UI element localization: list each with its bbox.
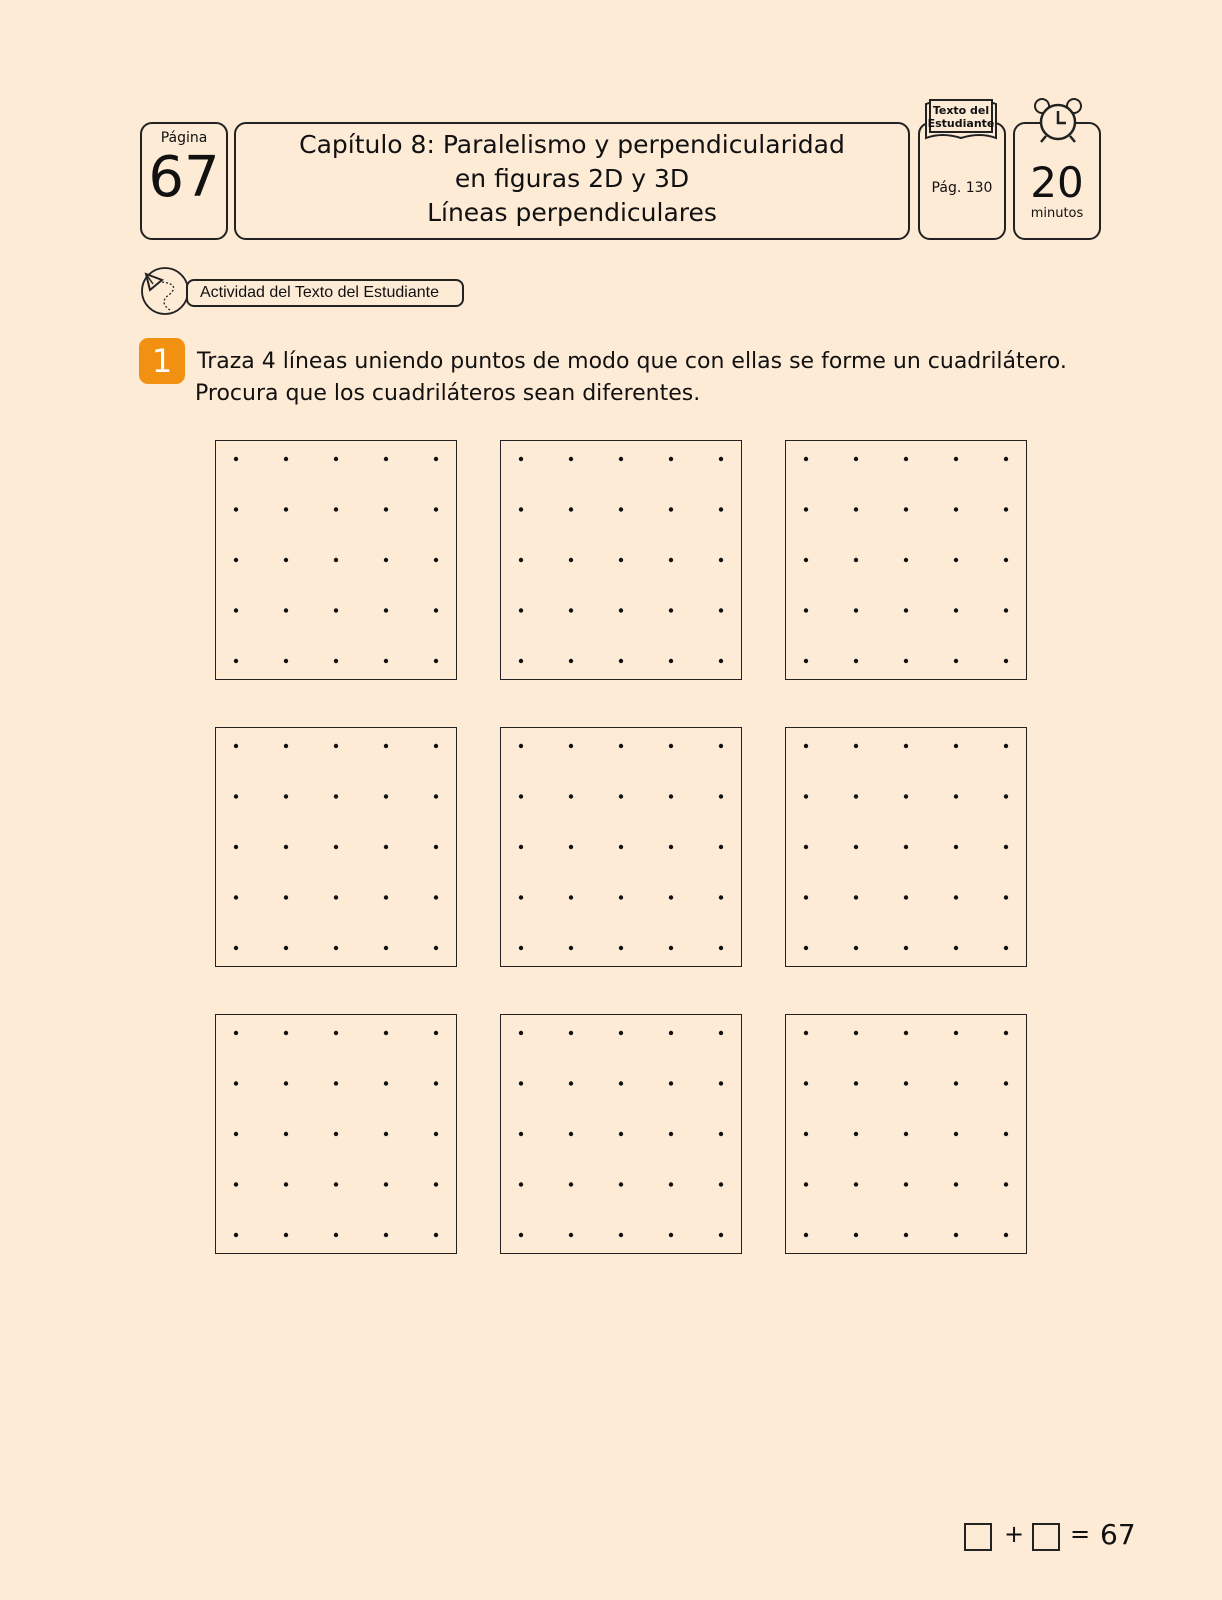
grid-dot	[904, 558, 908, 562]
grid-dot	[619, 608, 623, 612]
grid-dot	[384, 1031, 388, 1035]
dot-grid-svg	[501, 728, 741, 966]
grid-dot	[804, 457, 808, 461]
page-number: 67	[148, 145, 220, 210]
grid-dot	[904, 1132, 908, 1136]
grid-dot	[334, 1233, 338, 1237]
grid-dot	[854, 794, 858, 798]
grid-dot	[619, 558, 623, 562]
grid-dot	[569, 845, 573, 849]
grid-dot	[569, 1182, 573, 1186]
grid-dot	[234, 507, 238, 511]
grid-dot	[234, 794, 238, 798]
page-label: Página	[160, 130, 208, 146]
grid-dot	[904, 1081, 908, 1085]
grid-dot	[619, 1132, 623, 1136]
grid-dot	[804, 1132, 808, 1136]
open-book-icon	[922, 94, 1000, 142]
grid-dot	[284, 558, 288, 562]
grid-dot	[434, 1132, 438, 1136]
question-text	[197, 346, 1067, 410]
grid-dot	[619, 507, 623, 511]
chapter-title-line-2: en figuras 2D y 3D	[454, 164, 690, 193]
dot-grid[interactable]	[500, 727, 742, 967]
grid-dot	[954, 845, 958, 849]
grid-dot	[1004, 744, 1008, 748]
grid-dot	[904, 895, 908, 899]
grid-dot	[719, 895, 723, 899]
grid-dot	[804, 507, 808, 511]
activity-label: Actividad del Texto del Estudiante	[186, 279, 464, 307]
grid-dot	[234, 845, 238, 849]
grid-dot	[619, 895, 623, 899]
grid-dot	[904, 946, 908, 950]
grid-dot	[904, 794, 908, 798]
grid-dot	[854, 558, 858, 562]
grid-dot	[1004, 946, 1008, 950]
grid-dot	[234, 1233, 238, 1237]
dot-grid[interactable]	[785, 440, 1027, 680]
dot-grid[interactable]	[215, 440, 457, 680]
dot-grid-svg	[501, 1015, 741, 1253]
grid-dot	[569, 457, 573, 461]
grid-dot	[719, 457, 723, 461]
dot-grid-svg	[216, 1015, 456, 1253]
grid-dot	[804, 845, 808, 849]
grid-dot	[954, 659, 958, 663]
grid-dot	[1004, 845, 1008, 849]
page-footer-equation	[964, 1518, 1144, 1554]
grid-dot	[234, 1031, 238, 1035]
grid-dot	[669, 946, 673, 950]
grid-dot	[854, 1182, 858, 1186]
grid-dot	[854, 1132, 858, 1136]
grid-dot	[234, 659, 238, 663]
grid-dot	[804, 744, 808, 748]
student-text-page: Pág. 130	[931, 180, 993, 196]
grid-dot	[954, 558, 958, 562]
grid-dot	[334, 1182, 338, 1186]
grid-dot	[234, 895, 238, 899]
grid-dot	[519, 1233, 523, 1237]
grid-dot	[669, 895, 673, 899]
grid-dot	[519, 1132, 523, 1136]
grid-dot	[284, 659, 288, 663]
grid-dot	[954, 457, 958, 461]
grid-dot	[719, 1031, 723, 1035]
grid-dot	[569, 1132, 573, 1136]
grid-dot	[719, 659, 723, 663]
grid-dot	[434, 507, 438, 511]
grid-dot	[719, 1182, 723, 1186]
grid-dot	[434, 1182, 438, 1186]
question-line-2: Procura que los cuadriláteros sean diferentes.	[195, 381, 701, 406]
grid-dot	[904, 744, 908, 748]
grid-dot	[619, 794, 623, 798]
grid-dot	[804, 659, 808, 663]
grid-dot	[954, 507, 958, 511]
grid-dot	[569, 1233, 573, 1237]
grid-dot	[904, 1182, 908, 1186]
grid-dot	[954, 608, 958, 612]
grid-dot	[519, 895, 523, 899]
grid-dot	[804, 1031, 808, 1035]
grid-dot	[904, 845, 908, 849]
grid-dot	[804, 895, 808, 899]
grid-dot	[804, 946, 808, 950]
grid-dot	[334, 659, 338, 663]
grid-dot	[234, 1132, 238, 1136]
grid-dot	[669, 845, 673, 849]
grid-dot	[334, 845, 338, 849]
grid-dot	[804, 608, 808, 612]
grid-dot	[954, 1233, 958, 1237]
grid-dot	[434, 895, 438, 899]
grid-dot	[519, 1081, 523, 1085]
grid-dot	[334, 794, 338, 798]
grid-dot	[669, 1031, 673, 1035]
grid-dot	[284, 608, 288, 612]
minutes-value: 20	[1030, 158, 1084, 207]
grid-dot	[854, 608, 858, 612]
dot-grid-svg	[216, 441, 456, 679]
grid-dot	[284, 946, 288, 950]
grid-dot	[234, 744, 238, 748]
grid-dot	[434, 659, 438, 663]
grid-dot	[284, 1233, 288, 1237]
grid-dot	[854, 1081, 858, 1085]
grid-dot	[434, 558, 438, 562]
page-number-box	[140, 122, 228, 240]
grid-dot	[519, 744, 523, 748]
grid-dot	[434, 1031, 438, 1035]
grid-dot	[334, 1132, 338, 1136]
grid-dot	[904, 608, 908, 612]
grid-dot	[434, 744, 438, 748]
grid-dot	[669, 1182, 673, 1186]
grid-dot	[804, 1233, 808, 1237]
grid-dot	[854, 895, 858, 899]
grid-dot	[1004, 895, 1008, 899]
grid-dot	[1004, 1233, 1008, 1237]
dot-grid[interactable]	[785, 1014, 1027, 1254]
question-number-badge: 1	[139, 338, 185, 384]
grid-dot	[904, 507, 908, 511]
grid-dot	[569, 744, 573, 748]
grid-dot	[284, 744, 288, 748]
grid-dot	[1004, 1081, 1008, 1085]
grid-dot	[719, 1132, 723, 1136]
grid-dot	[284, 457, 288, 461]
dot-grid-svg	[786, 1015, 1026, 1253]
grid-dot	[334, 457, 338, 461]
grid-dot	[384, 895, 388, 899]
grid-dot	[334, 946, 338, 950]
grid-dot	[719, 1233, 723, 1237]
grid-dot	[519, 794, 523, 798]
grid-dot	[334, 558, 338, 562]
grid-dot	[284, 507, 288, 511]
grid-dot	[434, 794, 438, 798]
grid-dot	[234, 457, 238, 461]
dot-grid[interactable]	[500, 1014, 742, 1254]
grid-dot	[334, 895, 338, 899]
grid-dot	[804, 558, 808, 562]
grid-dot	[1004, 1031, 1008, 1035]
dot-grid[interactable]	[500, 440, 742, 680]
grid-dot	[519, 608, 523, 612]
blank-box-1	[964, 1523, 992, 1551]
grid-dot	[619, 659, 623, 663]
grid-dot	[854, 457, 858, 461]
grid-dot	[519, 946, 523, 950]
grid-dot	[804, 1081, 808, 1085]
grid-dot	[954, 794, 958, 798]
grid-dot	[284, 794, 288, 798]
grid-dot	[669, 608, 673, 612]
paper-plane-icon	[140, 266, 190, 316]
dot-grid-svg	[786, 441, 1026, 679]
grid-dot	[954, 744, 958, 748]
grid-dot	[284, 1031, 288, 1035]
grid-dot	[234, 558, 238, 562]
grid-dot	[719, 744, 723, 748]
lesson-title: Líneas perpendiculares	[427, 198, 717, 227]
blank-box-2	[1032, 1523, 1060, 1551]
grid-dot	[1004, 659, 1008, 663]
grid-dot	[569, 507, 573, 511]
grid-dot	[434, 608, 438, 612]
dot-grid-svg	[216, 728, 456, 966]
grid-dot	[619, 744, 623, 748]
grid-dot	[1004, 507, 1008, 511]
dot-grid-svg	[786, 728, 1026, 966]
grid-dot	[854, 744, 858, 748]
grid-dot	[619, 457, 623, 461]
grid-dot	[234, 946, 238, 950]
grid-dot	[619, 845, 623, 849]
book-badge-line-1: Texto del	[932, 104, 990, 117]
grid-dot	[1004, 794, 1008, 798]
grid-dot	[434, 457, 438, 461]
grid-dot	[1004, 558, 1008, 562]
grid-dot	[954, 895, 958, 899]
grid-dot	[384, 507, 388, 511]
grid-dot	[569, 895, 573, 899]
grid-dot	[519, 659, 523, 663]
grid-dot	[669, 659, 673, 663]
grid-dot	[669, 507, 673, 511]
grid-dot	[719, 558, 723, 562]
grid-dot	[284, 1081, 288, 1085]
grid-dot	[854, 507, 858, 511]
grid-dot	[569, 794, 573, 798]
grid-dot	[954, 1182, 958, 1186]
grid-dot	[569, 1031, 573, 1035]
grid-dot	[804, 794, 808, 798]
grid-dot	[384, 457, 388, 461]
grid-dot	[384, 558, 388, 562]
grid-dot	[854, 845, 858, 849]
grid-dot	[384, 659, 388, 663]
grid-dot	[619, 946, 623, 950]
grid-dot	[334, 507, 338, 511]
grid-dot	[719, 507, 723, 511]
grid-dot	[234, 1081, 238, 1085]
dot-grid-svg	[501, 441, 741, 679]
grid-dot	[669, 1132, 673, 1136]
dot-grid[interactable]	[215, 1014, 457, 1254]
grid-dot	[384, 1081, 388, 1085]
grid-dot	[1004, 1182, 1008, 1186]
grid-dot	[904, 1031, 908, 1035]
grid-dot	[669, 558, 673, 562]
grid-dot	[619, 1233, 623, 1237]
grid-dot	[719, 1081, 723, 1085]
grid-dot	[619, 1081, 623, 1085]
grid-dot	[619, 1031, 623, 1035]
grid-dot	[719, 794, 723, 798]
grid-dot	[434, 1233, 438, 1237]
grid-dot	[954, 946, 958, 950]
grid-dot	[669, 794, 673, 798]
grid-dot	[954, 1081, 958, 1085]
equals-sign: =	[1070, 1520, 1091, 1548]
grid-dot	[234, 1182, 238, 1186]
grid-dot	[384, 794, 388, 798]
grid-dot	[854, 659, 858, 663]
page-number-footer: 67	[1100, 1518, 1136, 1551]
grid-dot	[519, 507, 523, 511]
grid-dot	[384, 1182, 388, 1186]
grid-dot	[669, 1233, 673, 1237]
question-line-1: Traza 4 líneas uniendo puntos de modo que con ellas se forme un cuadrilátero.	[197, 349, 1067, 374]
chapter-title-box	[234, 122, 910, 240]
grid-dot	[904, 659, 908, 663]
grid-dot	[569, 608, 573, 612]
chapter-title-line-1: Capítulo 8: Paralelismo y perpendicularidad	[299, 130, 845, 159]
grid-dot	[719, 946, 723, 950]
plus-sign: +	[1004, 1520, 1025, 1548]
grid-dot	[519, 1031, 523, 1035]
grid-dot	[619, 1182, 623, 1186]
grid-dot	[569, 946, 573, 950]
grid-dot	[804, 1182, 808, 1186]
grid-dot	[284, 845, 288, 849]
grid-dot	[569, 659, 573, 663]
grid-dot	[519, 558, 523, 562]
grid-dot	[434, 1081, 438, 1085]
dot-grid[interactable]	[785, 727, 1027, 967]
minutes-label: minutos	[1030, 206, 1084, 221]
dot-grid[interactable]	[215, 727, 457, 967]
grid-dot	[669, 1081, 673, 1085]
grid-dot	[234, 608, 238, 612]
grid-dot	[384, 1233, 388, 1237]
grid-dot	[519, 1182, 523, 1186]
grid-dot	[519, 457, 523, 461]
grid-dot	[334, 608, 338, 612]
grid-dot	[1004, 608, 1008, 612]
grid-dot	[669, 744, 673, 748]
grid-dot	[384, 845, 388, 849]
grid-dot	[669, 457, 673, 461]
grid-dot	[854, 946, 858, 950]
book-badge-line-2: Estudiante	[927, 117, 995, 130]
grid-dot	[854, 1031, 858, 1035]
grid-dot	[954, 1132, 958, 1136]
grid-dot	[284, 1132, 288, 1136]
grid-dot	[1004, 1132, 1008, 1136]
grid-dot	[569, 1081, 573, 1085]
grid-dot	[284, 895, 288, 899]
grid-dot	[284, 1182, 288, 1186]
grid-dot	[904, 457, 908, 461]
grid-dot	[384, 608, 388, 612]
grid-dot	[854, 1233, 858, 1237]
grid-dot	[384, 946, 388, 950]
grid-dot	[519, 845, 523, 849]
grid-dot	[334, 1081, 338, 1085]
grid-dot	[434, 946, 438, 950]
grid-dot	[719, 608, 723, 612]
grid-dot	[384, 744, 388, 748]
grid-dot	[954, 1031, 958, 1035]
grid-dot	[384, 1132, 388, 1136]
grid-dot	[334, 1031, 338, 1035]
grid-dot	[434, 845, 438, 849]
alarm-clock-icon	[1032, 96, 1084, 146]
grid-dot	[334, 744, 338, 748]
grid-dot	[569, 558, 573, 562]
grid-dot	[719, 845, 723, 849]
grid-dot	[1004, 457, 1008, 461]
grid-dot	[904, 1233, 908, 1237]
